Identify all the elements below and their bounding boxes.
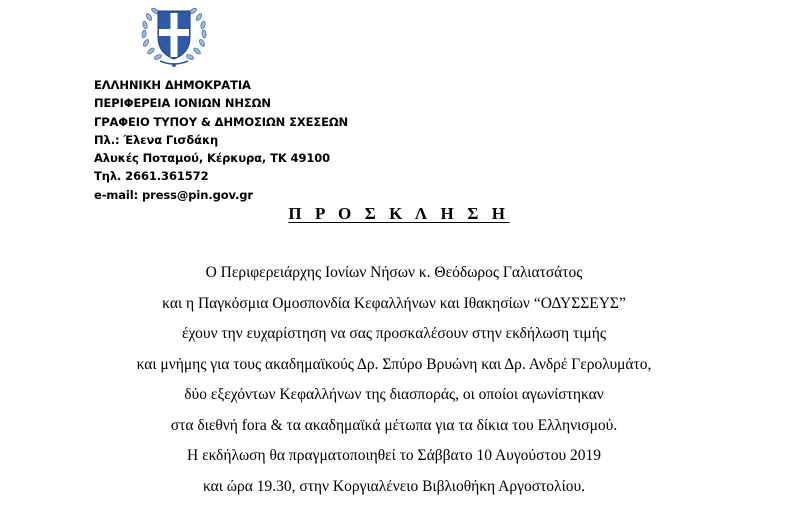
header-phone: Τηλ. 2661.361572 bbox=[94, 169, 209, 184]
invitation-body bbox=[0, 258, 794, 502]
body-line: έχουν την ευχαρίστηση να σας προσκαλέσουν στην εκδήλωση τιμής bbox=[182, 325, 606, 342]
greek-coat-of-arms-icon bbox=[138, 3, 210, 69]
header-region: ΠΕΡΙΦΕΡΕΙΑ ΙΟΝΙΩΝ ΝΗΣΩΝ bbox=[94, 96, 271, 111]
body-line: Ο Περιφερειάρχης Ιονίων Νήσων κ. Θεόδωρος Γαλιατσάτος bbox=[205, 264, 583, 281]
body-line: και ώρα 19.30, στην Κοργιαλένειο Βιβλιοθήκη Αργοστολίου. bbox=[202, 477, 586, 495]
header-office: ΓΡΑΦΕΙΟ ΤΥΠΟΥ & ΔΗΜΟΣΙΩΝ ΣΧΕΣΕΩΝ bbox=[94, 114, 349, 129]
body-line: στα διεθνή fora & τα ακαδημαϊκά μέτωπα για τα δίκια του Ελληνισμού. bbox=[170, 416, 618, 434]
document-title: Π Ρ Ο Σ Κ Λ Η Σ Η bbox=[288, 204, 510, 223]
header-country: ΕΛΛΗΝΙΚΗ ΔΗΜΟΚΡΑΤΙΑ bbox=[94, 78, 251, 92]
body-line: Η εκδήλωση θα πραγματοποιηθεί το Σάββατο 10 Αυγούστου 2019 bbox=[187, 447, 601, 464]
body-line: και μνήμης για τους ακαδημαϊκούς Δρ. Σπύρο Βρυώνη και Δρ. Ανδρέ Γερολυμάτο, bbox=[136, 355, 652, 373]
header-address: Αλυκές Ποταμού, Κέρκυρα, ΤΚ 49100 bbox=[94, 151, 331, 166]
header-email: e-mail: press@pin.gov.gr bbox=[94, 187, 253, 202]
body-line: δύο εξεχόντων Κεφαλλήνων της διασποράς, οι οποίοι αγωνίστηκαν bbox=[184, 386, 604, 403]
sender-header bbox=[94, 76, 348, 204]
header-contact-person: Πλ.: Έλενα Γισδάκη bbox=[94, 132, 219, 147]
body-line: και η Παγκόσμια Ομοσπονδία Κεφαλλήνων και Ιθακησίων “ΟΔΥΣΣΕΥΣ” bbox=[162, 294, 626, 312]
